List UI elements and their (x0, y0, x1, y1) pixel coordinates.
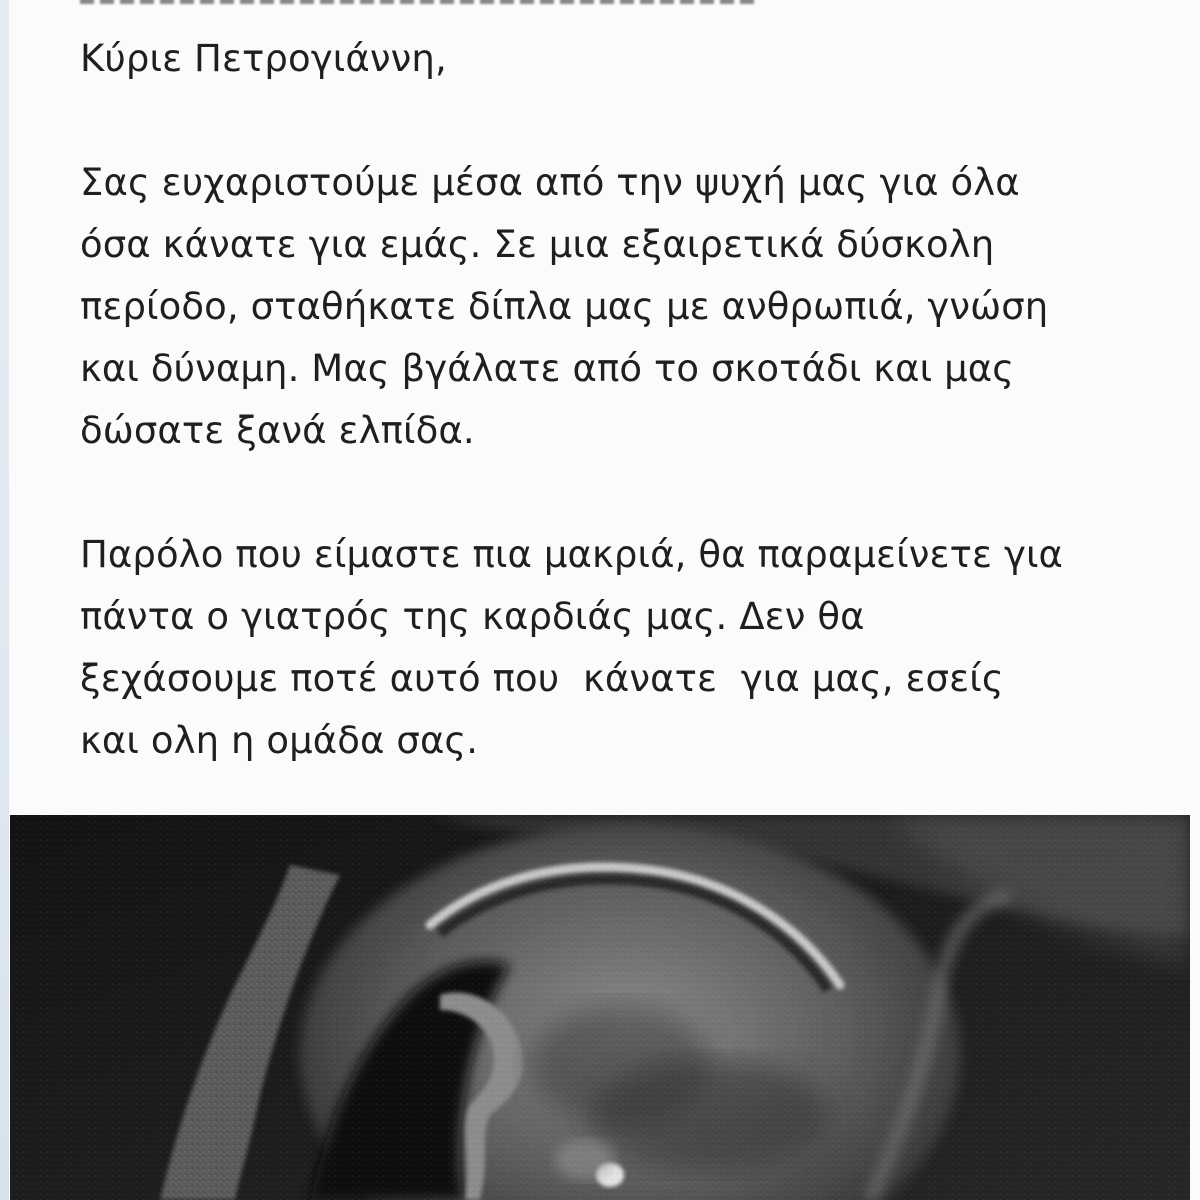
ultrasound-drawing (10, 815, 1190, 1200)
paragraph-line: και δύναμη. Μας βγάλατε από το σκοτάδι και μας (80, 347, 1015, 390)
paragraph-line: πάντα ο γιατρός της καρδιάς μας. Δεν θα (80, 595, 865, 638)
letter-text (80, 28, 1170, 834)
greeting: Κύριε Πετρογιάννη, (80, 37, 447, 80)
cropped-top-line (80, 0, 760, 4)
paragraph-2 (80, 524, 1170, 772)
paragraph-line: δώσατε ξανά ελπίδα. (80, 409, 475, 452)
paragraph-line: Παρόλο που είμαστε πια μακριά, θα παραμείνετε για (80, 533, 1064, 576)
left-edge-strip (0, 0, 9, 1200)
paragraph-line: περίοδο, σταθήκατε δίπλα μας με ανθρωπιά, γνώση (80, 285, 1049, 328)
paragraph-line: όσα κάνατε για εμάς. Σε μια εξαιρετικά δύσκολη (80, 223, 995, 266)
paragraph-line: ξεχάσουμε ποτέ αυτό που κάνατε για μας, εσείς (80, 657, 1004, 700)
paragraph-line: Σας ευχαριστούμε μέσα από την ψυχή μας για όλα (80, 161, 1020, 204)
paragraph-line: και ολη η ομάδα σας. (80, 719, 479, 762)
paragraph-1 (80, 152, 1170, 462)
ultrasound-image (10, 815, 1190, 1200)
